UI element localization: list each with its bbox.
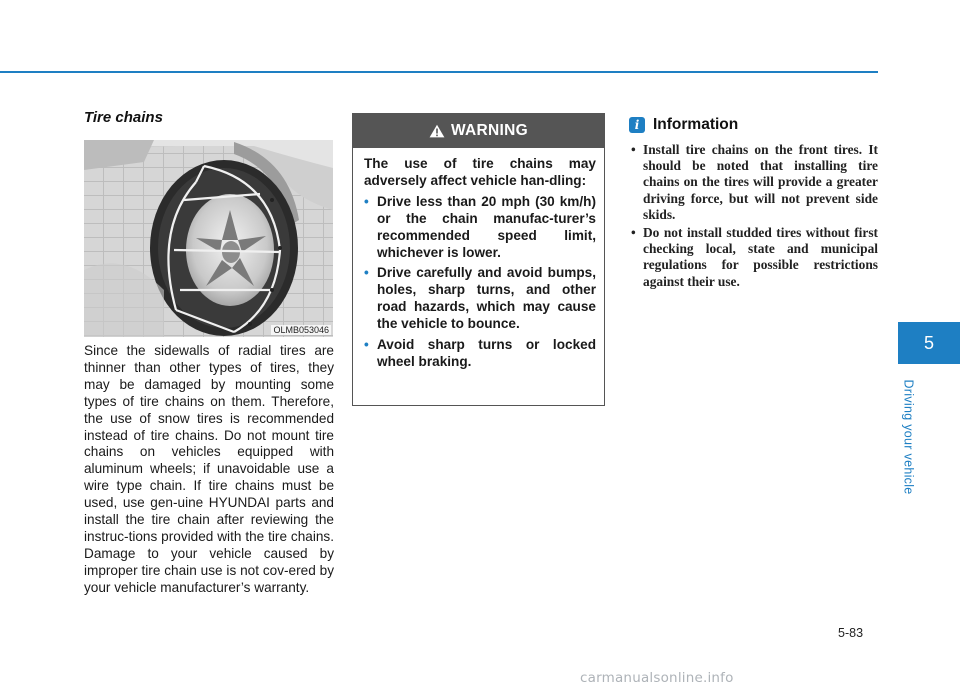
section-title: Tire chains: [84, 109, 163, 126]
bullet-icon: •: [364, 193, 369, 209]
warning-intro: The use of tire chains may adversely affect vehicle han-dling:: [364, 156, 596, 188]
info-icon: i: [629, 117, 645, 133]
information-heading: [629, 116, 738, 134]
information-title: Information: [653, 116, 739, 133]
header-rule: [0, 71, 878, 73]
information-item-text: Do not install studded tires without first checking local, state and municipal regulations for possible restrictions against their use.: [643, 225, 878, 289]
warning-box: [352, 113, 605, 406]
warning-triangle-icon: [429, 124, 445, 138]
warning-header: [353, 114, 604, 148]
warning-item: [364, 194, 596, 262]
warning-body: [353, 148, 604, 371]
warning-item-text: Avoid sharp turns or locked wheel braking.: [377, 337, 596, 369]
bullet-icon: •: [364, 337, 369, 353]
page-number: 5-83: [838, 626, 864, 640]
information-item: [629, 142, 878, 223]
chapter-title: [894, 372, 924, 502]
bullet-icon: •: [631, 142, 636, 157]
warning-item-text: Drive carefully and avoid bumps, holes, sharp turns, and other road hazards, which may cause the vehicle to bounce.: [377, 265, 596, 332]
tire-chain-drawing: [84, 140, 333, 337]
warning-item-text: Drive less than 20 mph (30 km/h) or the chain manufac-turer’s recommended speed limit, whichever is lower.: [377, 193, 596, 260]
watermark-link[interactable]: carmanualsonline.info: [580, 670, 734, 686]
warning-item: [364, 265, 596, 333]
information-item-text: Install tire chains on the front tires. It should be noted that installing tire chains on the tires will provide a greater driving force, but will not prevent side skids.: [643, 142, 878, 222]
bullet-icon: •: [364, 265, 369, 281]
chapter-title-text: Driving your vehicle: [902, 379, 917, 495]
chapter-tab: 5: [898, 322, 960, 364]
body-paragraph: Since the sidewalls of radial tires are thinner than other types of tires, they may be damaged by mounting some types of tire chains on them. Therefore, the use of snow tires is recommended instead of tire chains. Do not mount tire chains on vehicles equipped with aluminum wheels; if unavoidable use a wire type chain. If tire chains must be used, use gen-uine HYUNDAI parts and install the tire chain after reviewing the instruc-tions provided with the tire chains. Damage to your vehicle caused by improper tire chain use is not cov-ered by your vehicle manufacturer’s warranty.: [84, 343, 334, 595]
information-list: [629, 142, 878, 292]
figure-code: OLMB053046: [273, 325, 329, 335]
warning-title: WARNING: [450, 122, 528, 139]
tire-chain-illustration: [84, 140, 333, 337]
warning-item: [364, 337, 596, 371]
bullet-icon: •: [631, 225, 636, 241]
information-item: [629, 225, 878, 290]
